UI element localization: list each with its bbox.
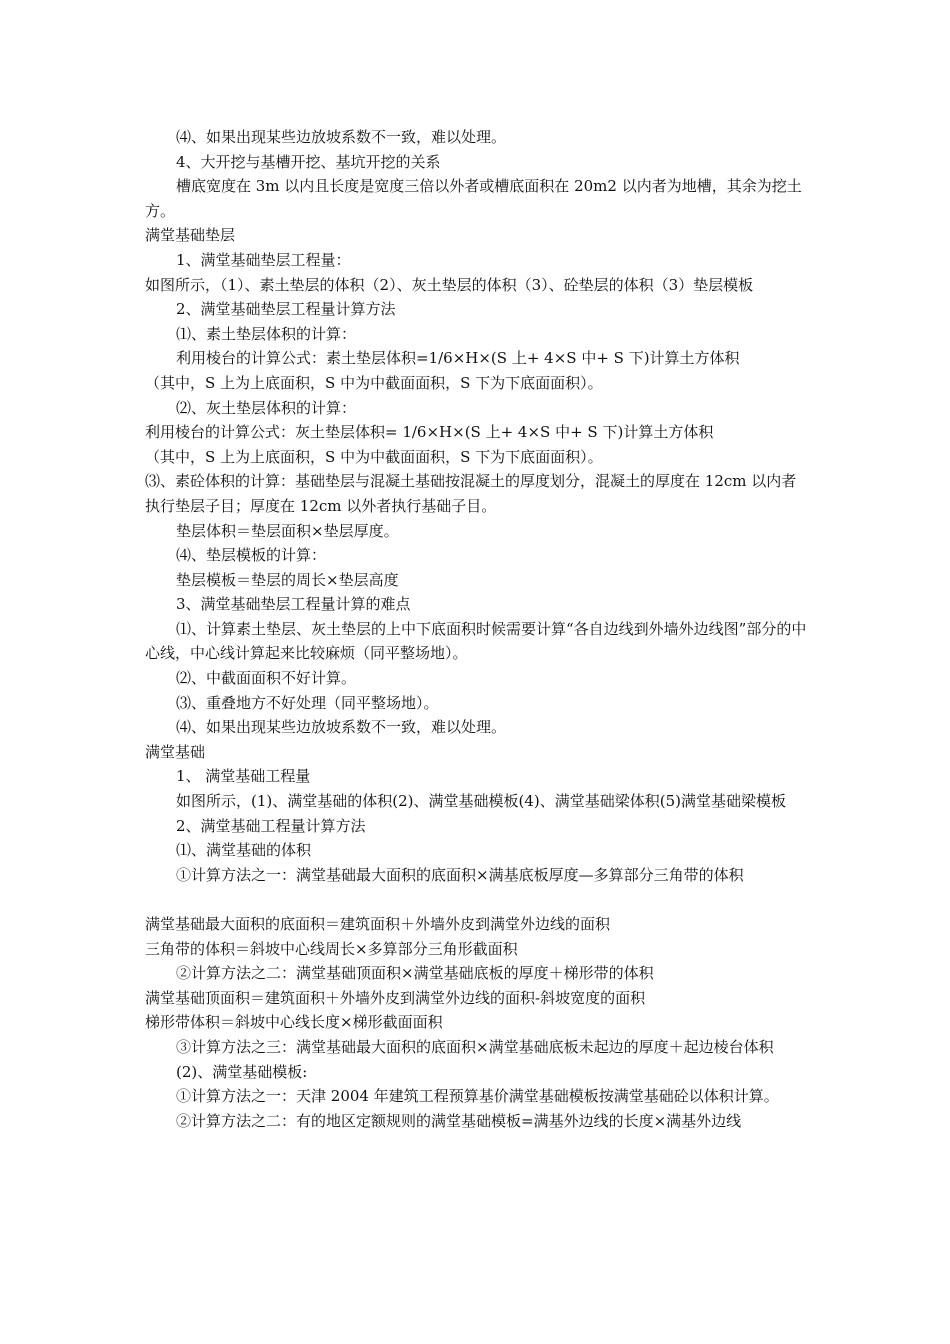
text-line: ⑷、如果出现某些边放坡系数不一致，难以处理。 [176,718,507,737]
text-line: 如图所示，(1)、满堂基础的体积(2)、满堂基础模板(4)、满堂基础梁体积(5)满堂基础梁模板 [176,792,786,811]
text-line: 槽底宽度在 3m 以内且长度是宽度三倍以外者或槽底面积在 20m2 以内者为地槽，其余为挖土方。 [145,177,802,220]
text-line: （其中，S 上为上底面积，S 中为中截面面积，S 下为下底面面积）。 [145,447,603,466]
text-line: ②计算方法之二：有的地区定额规则的满堂基础模板=满基外边线的长度×满基外边线 [176,1111,742,1130]
text-line: ⑵、灰土垫层体积的计算： [176,398,357,417]
formula-line: 垫层模板＝垫层的周长×垫层高度 [176,570,399,589]
text-line: ⑷、垫层模板的计算： [176,546,327,565]
text-line: ⑶、素砼体积的计算：基础垫层与混凝土基础按混凝土的厚度划分，混凝土的厚度在 12cm 以内者执行垫层子目；厚度在 12cm 以外者执行基础子目。 [145,472,797,515]
section-title: 满堂基础 [145,742,206,761]
formula-line: 利用棱台的计算公式：素土垫层体积=1/6×H×(S 上+ 4×S 中+ S 下)计算土方体积 [176,349,740,368]
text-line: ③计算方法之三：满堂基础最大面积的底面积×满堂基础底板未起边的厚度＋起边棱台体积 [176,1037,774,1056]
formula-line: 三角带的体积＝斜坡中心线周长×多算部分三角形截面积 [145,939,518,958]
text-line: （其中，S 上为上底面积，S 中为中截面面积，S 下为下底面面积）。 [145,373,603,392]
text-line: ⑴、计算素土垫层、灰土垫层的上中下底面积时候需要计算“各自边线到外墙外边线图”部分的中心线，中心线计算起来比较麻烦（同平整场地）。 [145,619,807,663]
text-line: ⑷、如果出现某些边放坡系数不一致，难以处理。 [176,128,507,146]
text-line: (2)、满堂基础模板: [176,1062,308,1081]
text-line: ⑵、中截面面积不好计算。 [176,669,357,688]
section-heading: 2、满堂基础垫层工程量计算方法 [176,300,396,319]
section-heading: 4、大开挖与基槽开挖、基坑开挖的关系 [176,152,441,171]
document-body [145,125,810,1133]
formula-line: 满堂基础最大面积的底面积＝建筑面积＋外墙外皮到满堂外边线的面积 [145,915,611,933]
section-heading: 3、满堂基础垫层工程量计算的难点 [176,595,411,614]
blank-line [145,887,810,912]
section-title: 满堂基础垫层 [145,226,236,245]
text-line: ⑴、满堂基础的体积 [176,841,312,860]
text-line: 如图所示，（1）、素土垫层的体积（2）、灰土垫层的体积（3）、砼垫层的体积（3）垫层模板 [145,275,754,294]
formula-line: 利用棱台的计算公式：灰土垫层体积= 1/6×H×(S 上+ 4×S 中+ S 下)计算土方体积 [145,423,714,442]
formula-line: 满堂基础顶面积＝建筑面积＋外墙外皮到满堂外边线的面积-斜坡宽度的面积 [145,988,646,1007]
text-line: ①计算方法之一：满堂基础最大面积的底面积×满基底板厚度—多算部分三角带的体积 [176,865,744,884]
formula-line: 梯形带体积＝斜坡中心线长度×梯形截面面积 [145,1013,443,1032]
text-line: ⑴、素土垫层体积的计算： [176,324,357,343]
text-line: ②计算方法之二：满堂基础顶面积×满堂基础底板的厚度＋梯形带的体积 [176,964,654,983]
section-heading: 1、满堂基础垫层工程量： [176,250,351,269]
text-line: ①计算方法之一：天津 2004 年建筑工程预算基价满堂基础模板按满堂基础砼以体积计算。 [176,1087,779,1106]
formula-line: 垫层体积＝垫层面积×垫层厚度。 [176,521,399,540]
text-line: ⑶、重叠地方不好处理（同平整场地）。 [176,693,439,712]
section-heading: 1、 满堂基础工程量 [176,767,311,786]
section-heading: 2、满堂基础工程量计算方法 [176,816,366,835]
